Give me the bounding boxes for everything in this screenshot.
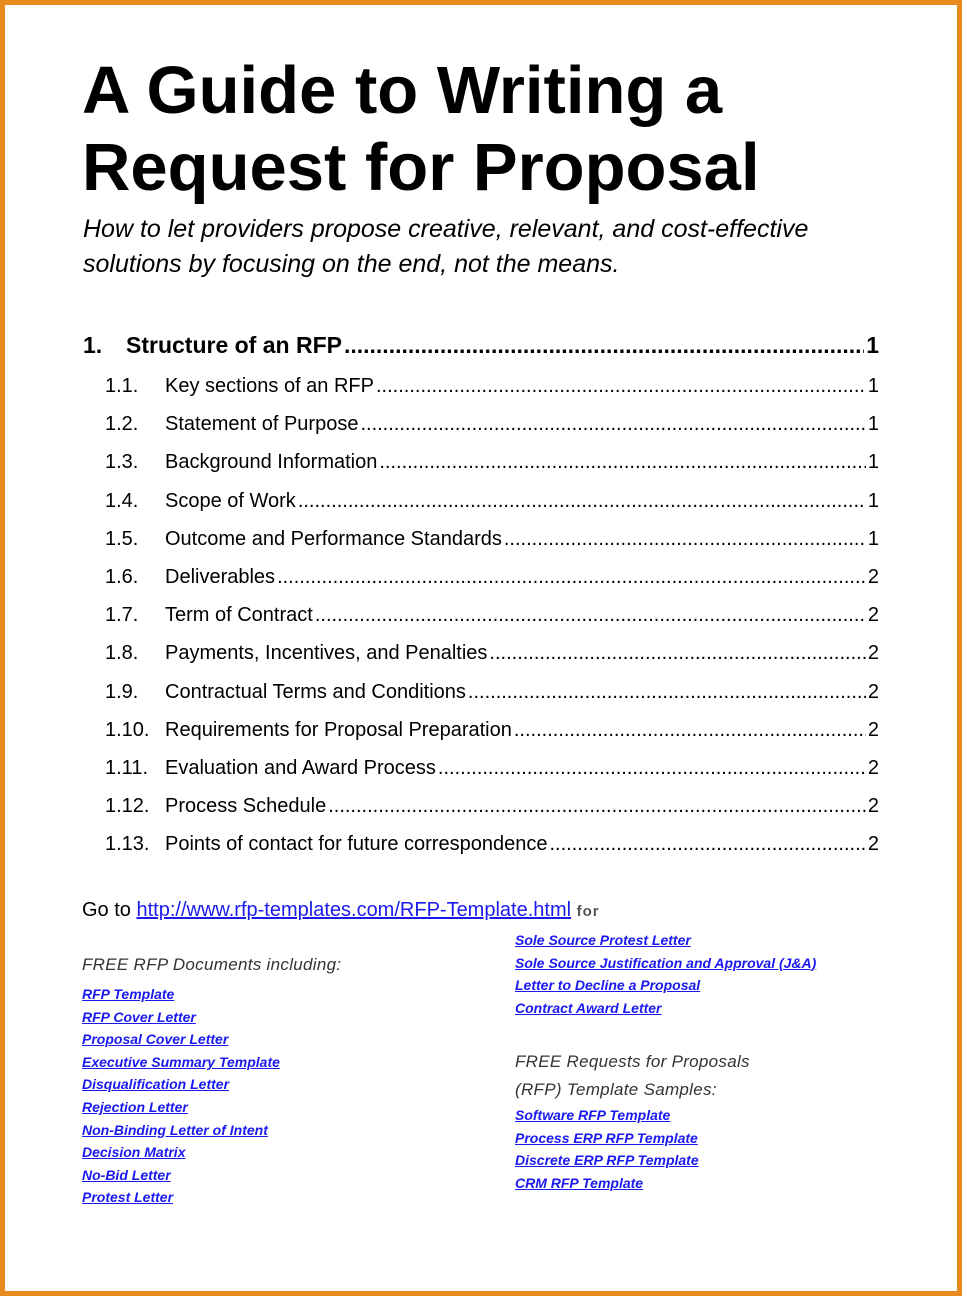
toc-main-page: 1 xyxy=(866,332,879,358)
toc-main-entry[interactable] xyxy=(83,330,879,360)
toc-main-number: 1. xyxy=(83,332,103,358)
toc-entry[interactable] xyxy=(105,754,879,792)
toc-entry-label: Background Information xyxy=(165,451,378,474)
toc-entry-label: Process Schedule xyxy=(165,795,327,818)
toc-leader-dots xyxy=(468,678,866,706)
toc-entry-number: 1.10. xyxy=(105,718,150,741)
toc-entry-page: 2 xyxy=(867,680,879,703)
rfp-template-link[interactable]: Discrete ERP RFP Template xyxy=(515,1152,699,1169)
toc-entry-label: Contractual Terms and Conditions xyxy=(165,680,466,703)
toc-entry-page: 2 xyxy=(867,642,879,665)
toc-entry-label: Term of Contract xyxy=(165,604,313,627)
rfp-templates-link[interactable]: http://www.rfp-templates.com/RFP-Template.html xyxy=(136,899,572,921)
toc-entry-page: 2 xyxy=(867,756,879,779)
toc-leader-dots xyxy=(504,525,866,553)
rfp-template-link[interactable]: Software RFP Template xyxy=(515,1107,671,1123)
toc-entry-page: 1 xyxy=(867,527,879,550)
toc-entry-number: 1.3. xyxy=(105,451,139,474)
document-template-link[interactable]: Disqualification Letter xyxy=(82,1076,230,1093)
goto-suffix: for xyxy=(576,903,600,920)
document-template-link[interactable]: No-Bid Letter xyxy=(82,1166,171,1183)
free-requests-heading-line1: FREE Requests for Proposals xyxy=(515,1052,750,1071)
more-documents-list xyxy=(515,929,816,1019)
toc-entry-number: 1.11. xyxy=(105,756,148,779)
toc-leader-dots xyxy=(514,716,866,744)
toc-leader-dots xyxy=(549,830,865,858)
toc-entry[interactable] xyxy=(105,525,879,563)
document-template-link[interactable]: Protest Letter xyxy=(82,1189,174,1206)
document-template-link[interactable]: Sole Source Protest Letter xyxy=(515,932,691,948)
toc-entry-page: 2 xyxy=(867,833,879,856)
document-template-link[interactable]: Proposal Cover Letter xyxy=(82,1031,229,1048)
toc-entry-label: Requirements for Proposal Preparation xyxy=(165,718,512,741)
toc-entry-label: Scope of Work xyxy=(165,489,296,512)
toc-entry[interactable] xyxy=(105,678,879,716)
toc-entry[interactable] xyxy=(105,448,879,486)
document-subtitle: How to let providers propose creative, relevant, and cost-effective solutions by focusing on the end, not the means. xyxy=(83,215,809,278)
toc-entry-page: 1 xyxy=(867,489,879,512)
toc-entry[interactable] xyxy=(105,792,879,830)
toc-entry-label: Points of contact for future correspondence xyxy=(165,833,548,856)
toc-list xyxy=(105,372,879,868)
toc-leader-dots xyxy=(376,372,866,400)
document-title: A Guide to Writing a Request for Proposal xyxy=(82,53,760,205)
toc-leader-dots xyxy=(315,601,866,629)
toc-leader-dots xyxy=(360,410,865,438)
goto-prefix: Go to xyxy=(82,899,131,921)
toc-entry-number: 1.9. xyxy=(105,680,139,703)
toc-entry-number: 1.8. xyxy=(105,642,139,665)
document-template-link[interactable]: Letter to Decline a Proposal xyxy=(515,977,701,994)
toc-entry[interactable] xyxy=(105,639,879,677)
rfp-template-link[interactable]: CRM RFP Template xyxy=(515,1174,644,1191)
free-documents-heading: FREE RFP Documents including: xyxy=(82,955,342,974)
toc-entry-label: Evaluation and Award Process xyxy=(165,756,436,779)
toc-main-label: Structure of an RFP xyxy=(126,332,342,358)
toc-entry-label: Payments, Incentives, and Penalties xyxy=(165,642,488,665)
toc-entry-number: 1.6. xyxy=(105,565,139,588)
free-requests-heading-line2: (RFP) Template Samples: xyxy=(515,1080,717,1099)
document-template-link[interactable]: Non-Binding Letter of Intent xyxy=(82,1121,268,1138)
toc-entry[interactable] xyxy=(105,372,879,410)
document-template-link[interactable]: Contract Award Letter xyxy=(515,999,662,1016)
document-template-link[interactable]: Sole Source Justification and Approval (J&A) xyxy=(515,954,817,971)
free-requests-list xyxy=(515,1048,750,1194)
toc-entry-label: Deliverables xyxy=(165,565,276,588)
toc-entry-number: 1.1. xyxy=(105,375,139,397)
document-template-link[interactable]: Rejection Letter xyxy=(82,1098,188,1115)
toc-entry-page: 1 xyxy=(867,375,879,397)
toc-leader-dots xyxy=(298,487,866,515)
toc-entry-page: 1 xyxy=(867,413,879,436)
toc-leader-dots xyxy=(344,330,864,360)
toc-entry-label: Statement of Purpose xyxy=(165,413,359,436)
toc-entry[interactable] xyxy=(105,716,879,754)
toc-entry-number: 1.13. xyxy=(105,833,150,856)
toc-entry[interactable] xyxy=(105,410,879,448)
toc-entry-label: Outcome and Performance Standards xyxy=(165,527,502,550)
document-template-link[interactable]: RFP Cover Letter xyxy=(82,1008,196,1025)
toc-entry[interactable] xyxy=(105,487,879,525)
toc-leader-dots xyxy=(277,563,866,591)
toc-entry-page: 2 xyxy=(867,565,879,588)
toc-entry-number: 1.12. xyxy=(105,795,150,818)
toc-entry-page: 2 xyxy=(867,718,879,741)
toc-entry-page: 2 xyxy=(867,795,879,818)
toc-entry[interactable] xyxy=(105,601,879,639)
goto-line xyxy=(82,899,600,922)
document-template-link[interactable]: RFP Template xyxy=(82,986,175,1002)
free-documents-list xyxy=(82,951,341,1209)
toc-entry-page: 2 xyxy=(867,604,879,627)
toc-leader-dots xyxy=(438,754,866,782)
toc-entry-number: 1.5. xyxy=(105,527,139,550)
toc-entry-number: 1.2. xyxy=(105,413,139,436)
toc-entry-number: 1.7. xyxy=(105,604,139,627)
toc-leader-dots xyxy=(489,639,865,667)
rfp-template-link[interactable]: Process ERP RFP Template xyxy=(515,1129,698,1146)
toc-entry-label: Key sections of an RFP xyxy=(165,375,374,397)
document-template-link[interactable]: Decision Matrix xyxy=(82,1144,186,1161)
toc-entry[interactable] xyxy=(105,563,879,601)
document-template-link[interactable]: Executive Summary Template xyxy=(82,1053,280,1070)
toc-leader-dots xyxy=(379,448,866,476)
toc-leader-dots xyxy=(328,792,866,820)
toc-entry[interactable] xyxy=(105,830,879,868)
toc-entry-page: 1 xyxy=(867,451,879,474)
toc-entry-number: 1.4. xyxy=(105,489,139,512)
